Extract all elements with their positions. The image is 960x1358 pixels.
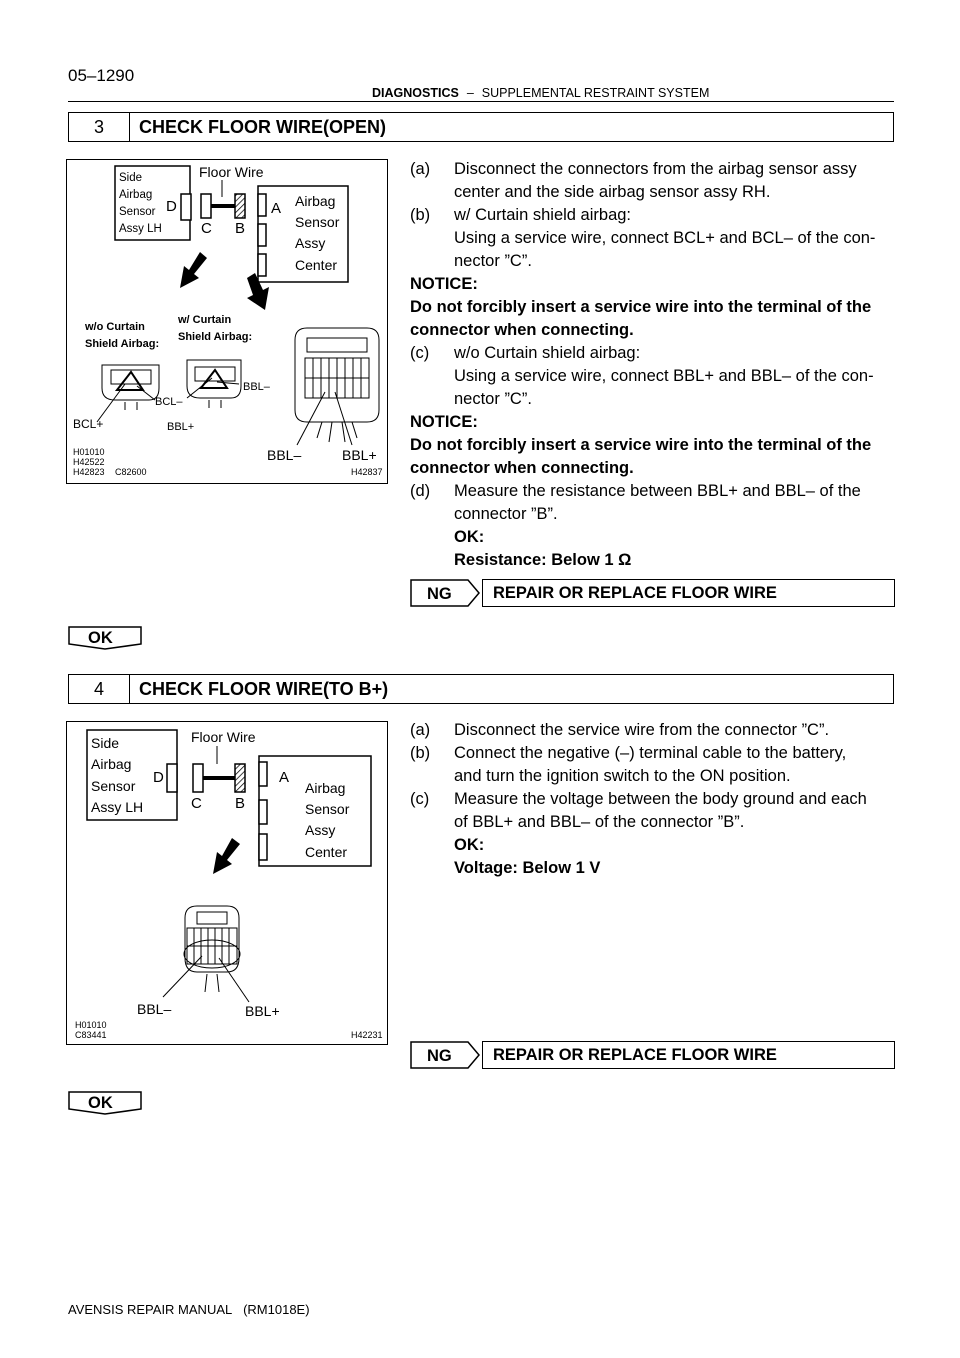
notice-text: connector when connecting.: [410, 459, 634, 477]
ok-value: Resistance: Below 1 Ω: [454, 551, 632, 569]
ng-result-row: [410, 579, 895, 607]
connector-diagram: [67, 722, 387, 1044]
ok-tab-label: OK: [88, 1094, 113, 1112]
airbag-center-label-1: Airbag: [295, 193, 336, 209]
ng-result-row: [410, 1041, 895, 1069]
floor-wire-label: Floor Wire: [199, 164, 264, 180]
connector-c-drawing-curtain: [187, 360, 241, 408]
step-number: 4: [69, 675, 130, 703]
step-3-header: [68, 112, 894, 142]
ok-tab: [68, 1091, 142, 1115]
step-number: 3: [69, 113, 130, 141]
figure-floor-wire-b-plus: [66, 721, 388, 1045]
bbl-minus-label: BBL–: [137, 1001, 172, 1017]
step-title: CHECK FLOOR WIRE(TO B+): [139, 678, 389, 699]
ok-label: OK:: [454, 528, 485, 546]
floor-wire-label: Floor Wire: [191, 729, 256, 745]
side-airbag-label-2: Airbag: [91, 756, 132, 772]
bbl-minus-label: BBL–: [267, 447, 302, 463]
header-separator: –: [466, 86, 474, 100]
side-airbag-label-4: Assy LH: [91, 799, 144, 815]
w-curtain-label-2: Shield Airbag:: [178, 331, 253, 343]
figure-code: H01010: [75, 1020, 107, 1030]
wo-curtain-label-2: Shield Airbag:: [85, 338, 160, 350]
ng-action: REPAIR OR REPLACE FLOOR WIRE: [482, 1041, 895, 1069]
figure-code: H42823: [73, 467, 105, 477]
side-airbag-label-1: Side: [119, 172, 143, 184]
ok-tab-label: OK: [88, 629, 113, 647]
airbag-center-label-3: Assy: [305, 822, 336, 838]
step-title: CHECK FLOOR WIRE(OPEN): [139, 116, 386, 137]
subsection-title: SUPPLEMENTAL RESTRAINT SYSTEM: [481, 86, 710, 100]
wo-curtain-label-1: w/o Curtain: [85, 321, 145, 333]
notice-title: NOTICE:: [410, 275, 478, 293]
figure-code: H01010: [73, 447, 105, 457]
bcl-plus-label: BCL+: [73, 417, 104, 431]
page-number: 05–1290: [68, 66, 135, 85]
ok-label: OK:: [454, 836, 485, 854]
instruction-c: (c) w/o Curtain shield airbag: Using a service wire, connect BBL+ and BBL– of the con- nector ”C”.: [410, 344, 874, 408]
bbl-plus-small-label: BBL+: [167, 421, 195, 433]
ng-label: NG: [427, 1047, 452, 1065]
instruction-a: (a) Disconnect the service wire from the connector ”C”.: [410, 721, 830, 739]
step-4-header: [68, 674, 894, 704]
manual-code: (RM1018E): [243, 1302, 310, 1317]
figure-floor-wire-open: [66, 159, 388, 484]
ng-arrow-icon: [410, 579, 480, 607]
connector-a-label: A: [279, 769, 290, 786]
ng-arrow-icon: [410, 1041, 480, 1069]
step-4-instructions: [410, 719, 898, 880]
w-curtain-label-1: w/ Curtain: [178, 314, 232, 326]
instruction-b: (b) w/ Curtain shield airbag: Using a service wire, connect BCL+ and BCL– of the con- nector ”C”.: [410, 206, 876, 270]
side-airbag-label-3: Sensor: [119, 206, 156, 218]
notice-title: NOTICE:: [410, 413, 478, 431]
figure-code: H42231: [351, 1030, 383, 1040]
figure-code: H42837: [351, 467, 383, 477]
side-airbag-label-3: Sensor: [91, 778, 136, 794]
bbl-plus-label: BBL+: [342, 447, 377, 463]
footer: [68, 1302, 310, 1317]
step-3-instructions: [410, 158, 898, 572]
notice-text: Do not forcibly insert a service wire into the terminal of the: [410, 298, 872, 316]
figure-code: C83441: [75, 1030, 107, 1040]
ng-action: REPAIR OR REPLACE FLOOR WIRE: [482, 579, 895, 607]
instruction-a: (a) Disconnect the connectors from the airbag sensor assy center and the side airbag sensor assy RH.: [410, 160, 857, 201]
figure-code: H42522: [73, 457, 105, 467]
arrow-icon: [213, 838, 240, 874]
notice-text: connector when connecting.: [410, 321, 634, 339]
airbag-center-label-2: Sensor: [295, 214, 340, 230]
connector-b-label: B: [235, 220, 246, 237]
instruction-d: (d) Measure the resistance between BBL+ and BBL– of the connector ”B”.: [410, 482, 861, 523]
connector-b-label: B: [235, 795, 246, 812]
connector-a-label: A: [271, 200, 282, 217]
airbag-center-label-4: Center: [305, 844, 348, 860]
ok-tab: [68, 626, 142, 650]
bbl-plus-label: BBL+: [245, 1003, 280, 1019]
bbl-minus-small-label: BBL–: [243, 381, 270, 393]
ok-value: Voltage: Below 1 V: [454, 859, 601, 877]
side-airbag-label-1: Side: [91, 735, 120, 751]
airbag-center-label-4: Center: [295, 257, 338, 273]
connector-d-label: D: [166, 198, 177, 215]
airbag-center-label-3: Assy: [295, 235, 326, 251]
airbag-center-label-1: Airbag: [305, 780, 346, 796]
connector-diagram: [67, 160, 387, 483]
connector-d-label: D: [153, 769, 164, 786]
connector-c-label: C: [191, 795, 202, 812]
connector-c-label: C: [201, 220, 212, 237]
header-rule: [68, 101, 894, 102]
arrow-icon: [180, 252, 207, 288]
instruction-c: (c) Measure the voltage between the body ground and each of BBL+ and BBL– of the connector ”B”.: [410, 790, 867, 831]
figure-code: C82600: [115, 467, 147, 477]
airbag-center-label-2: Sensor: [305, 801, 350, 817]
connector-b-drawing: [184, 906, 240, 992]
instruction-b: (b) Connect the negative (–) terminal cable to the battery, and turn the ignition switch to the ON position.: [410, 744, 847, 785]
ng-label: NG: [427, 585, 452, 603]
side-airbag-label-4: Assy LH: [119, 223, 162, 235]
manual-title: AVENSIS REPAIR MANUAL: [68, 1302, 233, 1317]
notice-text: Do not forcibly insert a service wire into the terminal of the: [410, 436, 872, 454]
bcl-minus-label: BCL–: [155, 396, 183, 408]
section-header: [372, 86, 709, 100]
side-airbag-label-2: Airbag: [119, 189, 153, 201]
section-title: DIAGNOSTICS: [372, 86, 459, 100]
